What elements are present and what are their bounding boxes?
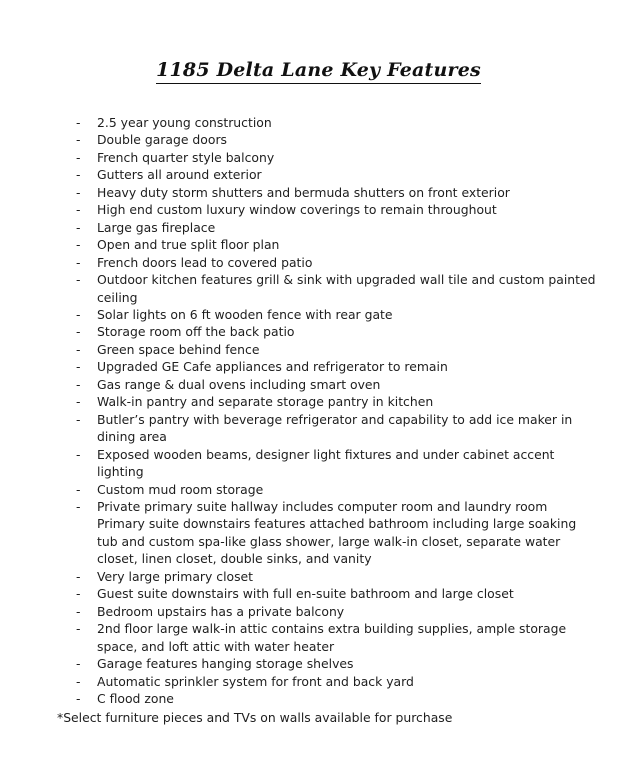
feature-text: Exposed wooden beams, designer light fixtures and under cabinet accent lighting	[97, 446, 555, 480]
feature-item	[76, 655, 596, 672]
bullet-dash: -	[76, 446, 81, 462]
bullet-dash: -	[76, 149, 81, 165]
feature-text: Solar lights on 6 ft wooden fence with rear gate	[97, 306, 393, 322]
feature-text: Large gas fireplace	[97, 219, 216, 235]
bullet-dash: -	[76, 411, 81, 427]
feature-text: Automatic sprinkler system for front and back yard	[97, 673, 414, 689]
feature-text: Double garage doors	[97, 132, 227, 148]
feature-item	[76, 219, 596, 236]
feature-text: Upgraded GE Cafe appliances and refrigerator to remain	[97, 359, 448, 375]
feature-item	[76, 393, 596, 410]
feature-item	[76, 690, 596, 707]
feature-item	[76, 166, 596, 183]
feature-text: French quarter style balcony	[97, 149, 275, 165]
feature-item	[76, 341, 596, 358]
feature-item	[76, 411, 596, 446]
feature-text: 2.5 year young construction	[97, 115, 272, 130]
feature-text: C flood zone	[97, 690, 174, 706]
feature-text: 2nd floor large walk-in attic contains extra building supplies, ample storage space, and loft attic with water heater	[97, 621, 567, 654]
feature-item	[76, 149, 596, 166]
feature-item	[76, 236, 596, 253]
feature-text: French doors lead to covered patio	[97, 254, 313, 270]
feature-text: Outdoor kitchen features grill & sink with upgraded wall tile and custom painted ceiling	[97, 272, 596, 305]
bullet-dash: -	[76, 306, 81, 322]
feature-text: Custom mud room storage	[97, 481, 264, 497]
feature-item	[76, 306, 596, 323]
bullet-dash: -	[76, 621, 81, 637]
bullet-dash: -	[76, 481, 81, 497]
feature-text: High end custom luxury window coverings to remain throughout	[97, 202, 497, 218]
bullet-dash: -	[76, 359, 81, 375]
feature-item	[76, 184, 596, 201]
feature-text: Guest suite downstairs with full en-suite bathroom and large closet	[97, 586, 514, 602]
feature-text: Gutters all around exterior	[97, 167, 262, 183]
document-title: 1185 Delta Lane Key Features	[156, 58, 481, 84]
feature-list	[76, 114, 596, 707]
feature-item	[76, 481, 596, 498]
bullet-dash: -	[76, 254, 81, 270]
bullet-dash: -	[76, 324, 81, 340]
feature-text: Gas range & dual ovens including smart oven	[97, 376, 381, 392]
bullet-dash: -	[76, 341, 81, 357]
bullet-dash: -	[76, 673, 81, 689]
feature-item	[76, 376, 596, 393]
feature-item	[76, 114, 596, 131]
feature-text: Green space behind fence	[97, 341, 260, 357]
feature-item	[76, 603, 596, 620]
bullet-dash: -	[76, 568, 81, 584]
feature-item	[76, 358, 596, 375]
bullet-dash: -	[76, 394, 81, 410]
feature-item	[76, 620, 596, 655]
bullet-dash: -	[76, 656, 81, 672]
bullet-dash: -	[76, 603, 81, 619]
feature-text: Butler’s pantry with beverage refrigerator and capability to add ice maker in dining area	[97, 411, 573, 445]
feature-text: Private primary suite hallway includes computer room and laundry room Primary suite downstairs features attached bathroom including large soaking tub and custom spa-like glass shower, large walk-in closet, separate water closet, linen closet, double sinks, and vanity	[97, 498, 577, 567]
feature-text: Open and true split floor plan	[97, 237, 280, 253]
feature-text: Very large primary closet	[97, 568, 254, 584]
bullet-dash: -	[76, 272, 81, 288]
feature-item	[76, 446, 596, 481]
bullet-dash: -	[76, 132, 81, 148]
feature-text: Walk-in pantry and separate storage pantry in kitchen	[97, 394, 434, 410]
bullet-dash: -	[76, 167, 81, 183]
bullet-dash: -	[76, 498, 81, 514]
bullet-dash: -	[76, 115, 81, 130]
bullet-dash: -	[76, 586, 81, 602]
bullet-dash: -	[76, 219, 81, 235]
title-wrap	[0, 58, 637, 84]
feature-item	[76, 673, 596, 690]
feature-text: Storage room off the back patio	[97, 324, 295, 340]
bullet-dash: -	[76, 184, 81, 200]
feature-item	[76, 254, 596, 271]
feature-item	[76, 271, 596, 306]
feature-text: Heavy duty storm shutters and bermuda shutters on front exterior	[97, 184, 510, 200]
feature-item	[76, 323, 596, 340]
bullet-dash: -	[76, 202, 81, 218]
feature-item	[76, 585, 596, 602]
bullet-dash: -	[76, 690, 81, 706]
feature-item	[76, 201, 596, 218]
feature-text: Garage features hanging storage shelves	[97, 656, 354, 672]
feature-item	[76, 498, 596, 568]
footnote: *Select furniture pieces and TVs on walls available for purchase	[57, 710, 453, 725]
feature-item	[76, 568, 596, 585]
feature-text: Bedroom upstairs has a private balcony	[97, 603, 345, 619]
feature-item	[76, 131, 596, 148]
bullet-dash: -	[76, 376, 81, 392]
bullet-dash: -	[76, 237, 81, 253]
